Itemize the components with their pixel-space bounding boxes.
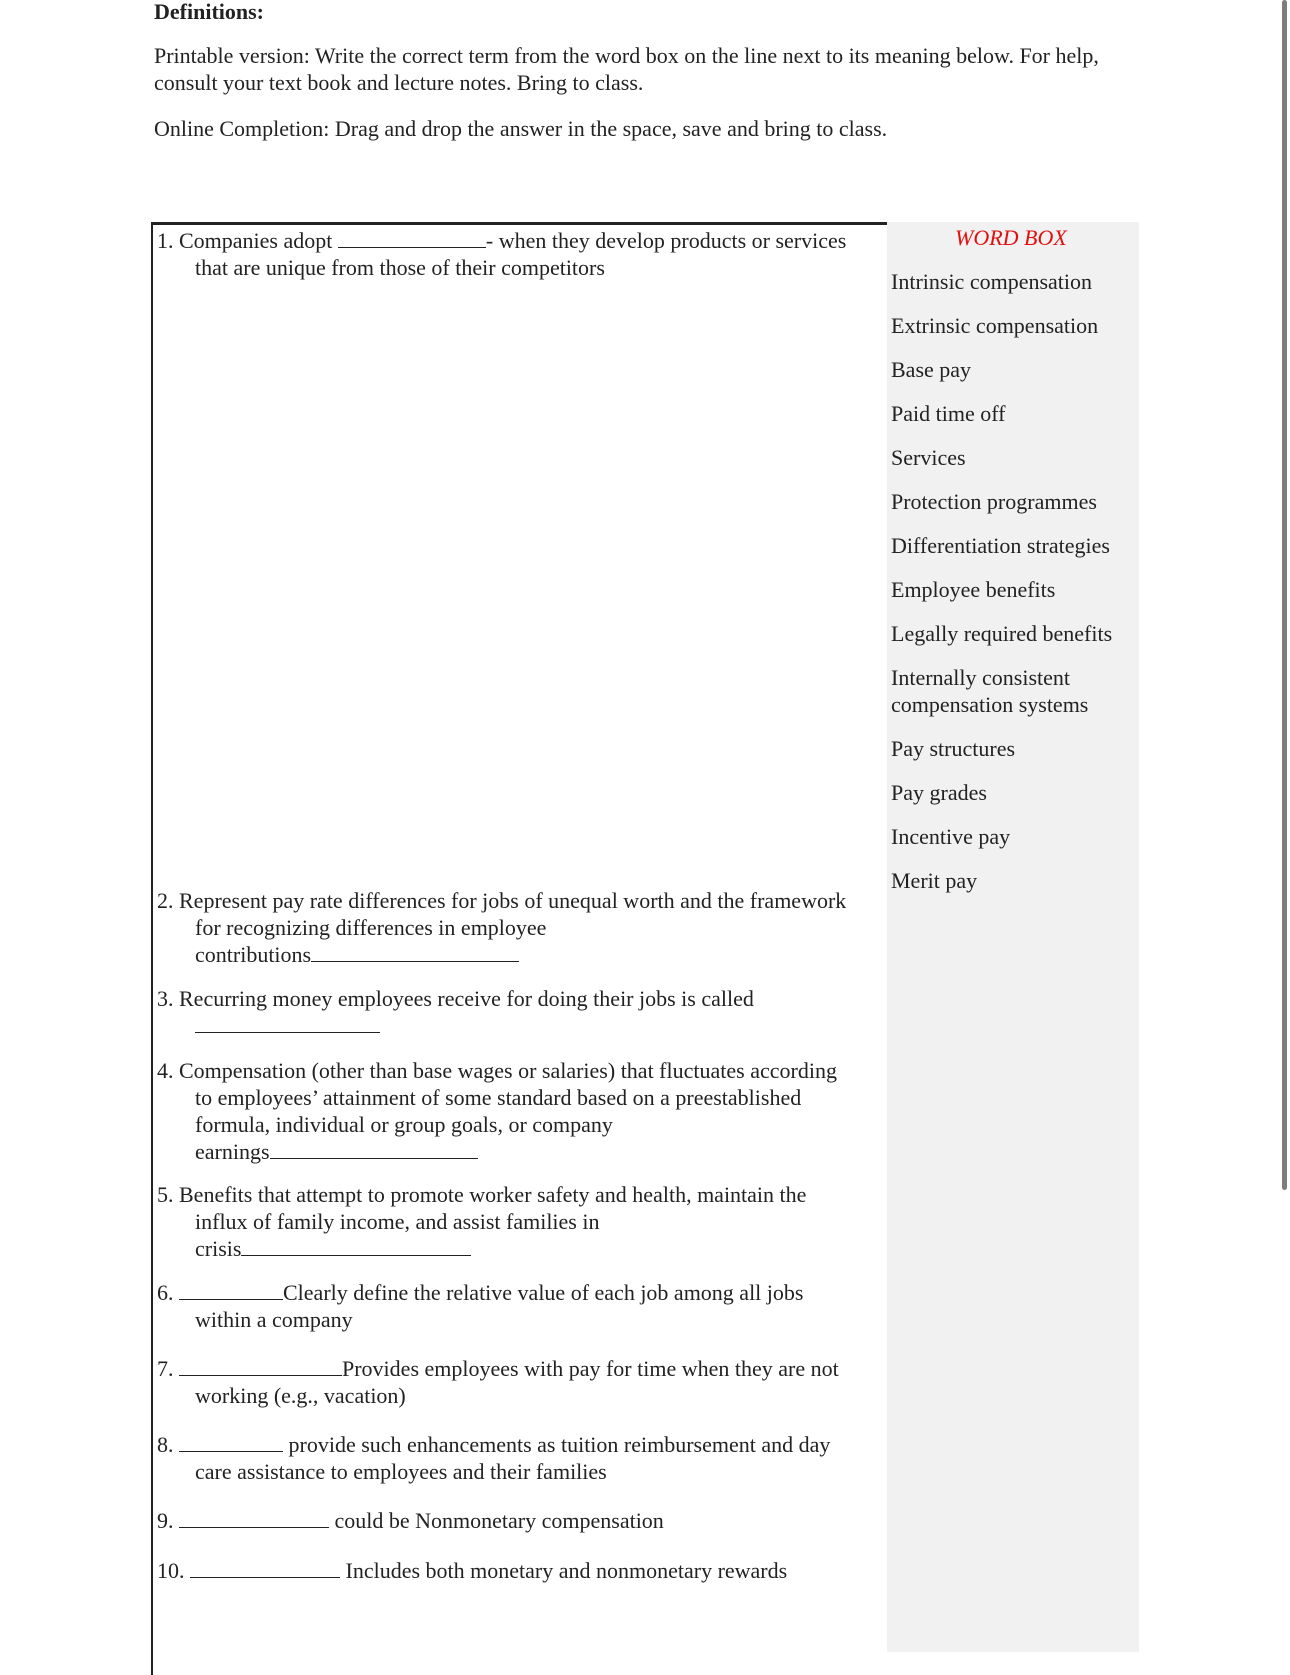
answer-blank-1[interactable] [338,229,486,248]
question-10 [157,1557,887,1584]
answer-blank-7[interactable] [179,1357,342,1376]
question-7-continuation: working (e.g., vacation) [195,1383,406,1408]
question-1 [157,227,887,281]
question-7-number: 7. [157,1356,174,1381]
question-9-number: 9. [157,1508,174,1533]
question-8-text: provide such enhancements as tuition reimbursement and day [288,1432,831,1457]
question-5-line3: crisis [195,1236,242,1261]
word-box-item[interactable]: Extrinsic compensation [891,313,1099,338]
question-10-text: Includes both monetary and nonmonetary rewards [345,1558,788,1583]
question-1-suffix: - when they develop products or services [485,228,847,253]
question-6-continuation: within a company [195,1307,353,1332]
word-box-item[interactable]: Merit pay [891,868,978,893]
word-box [887,222,1139,1652]
word-box-item[interactable]: Internally consistent compensation systems [891,665,1089,717]
question-5-line1: 5. Benefits that attempt to promote worker safety and health, maintain the [157,1182,807,1207]
question-3 [157,985,887,1039]
word-box-item[interactable]: Legally required benefits [891,621,1113,646]
question-3-line1: 3. Recurring money employees receive for doing their jobs is called [157,986,754,1011]
question-6-number: 6. [157,1280,174,1305]
question-4-line3: formula, individual or group goals, or company [195,1112,613,1137]
question-7-text: Provides employees with pay for time when they are not [342,1356,839,1381]
word-box-title: WORD BOX [955,225,1067,250]
question-2 [157,887,887,968]
answer-blank-8[interactable] [179,1433,283,1452]
question-1-prefix: 1. Companies adopt [157,228,333,253]
word-box-item[interactable]: Intrinsic compensation [891,269,1093,294]
question-2-line3: contributions [195,942,312,967]
word-box-item[interactable]: Base pay [891,357,972,382]
word-box-item[interactable]: Protection programmes [891,489,1097,514]
question-10-number: 10. [157,1558,185,1583]
scrollbar-thumb[interactable] [1282,0,1287,1190]
question-7 [157,1355,887,1409]
question-2-line1: 2. Represent pay rate differences for jobs of unequal worth and the framework [157,888,847,913]
question-1-continuation: that are unique from those of their competitors [195,255,605,280]
word-box-item[interactable]: Incentive pay [891,824,1011,849]
question-4-line1: 4. Compensation (other than base wages or salaries) that fluctuates according [157,1058,837,1083]
answer-blank-2[interactable] [311,943,519,962]
printable-instructions: Printable version: Write the correct term from the word box on the line next to its meaning below. For help, consult your text book and lecture notes. Bring to class. [154,43,1099,95]
question-6 [157,1279,887,1333]
question-6-text: Clearly define the relative value of each job among all jobs [283,1280,804,1305]
word-box-item[interactable]: Pay grades [891,780,987,805]
word-box-item[interactable]: Services [891,445,966,470]
answer-blank-5[interactable] [241,1237,471,1256]
question-8-number: 8. [157,1432,174,1457]
question-8-continuation: care assistance to employees and their families [195,1459,607,1484]
word-box-item[interactable]: Employee benefits [891,577,1056,602]
questions-panel [151,222,888,1675]
word-box-item[interactable]: Pay structures [891,736,1016,761]
question-2-line2: for recognizing differences in employee [195,915,547,940]
word-box-item[interactable]: Paid time off [891,401,1006,426]
answer-blank-6[interactable] [179,1281,283,1300]
question-4 [157,1057,887,1165]
word-box-item[interactable]: Differentiation strategies [891,533,1110,558]
page-heading: Definitions: [154,0,264,24]
question-8 [157,1431,887,1485]
question-9 [157,1507,887,1534]
answer-blank-10[interactable] [190,1559,340,1578]
online-instructions: Online Completion: Drag and drop the answer in the space, save and bring to class. [154,116,888,141]
question-9-text: could be Nonmonetary compensation [334,1508,664,1533]
question-4-line2: to employees’ attainment of some standard based on a preestablished [195,1085,802,1110]
question-4-line4: earnings [195,1139,270,1164]
answer-blank-9[interactable] [179,1509,329,1528]
answer-blank-3[interactable] [195,1014,380,1033]
question-5 [157,1181,887,1262]
question-5-line2: influx of family income, and assist families in [195,1209,600,1234]
answer-blank-4[interactable] [270,1140,478,1159]
